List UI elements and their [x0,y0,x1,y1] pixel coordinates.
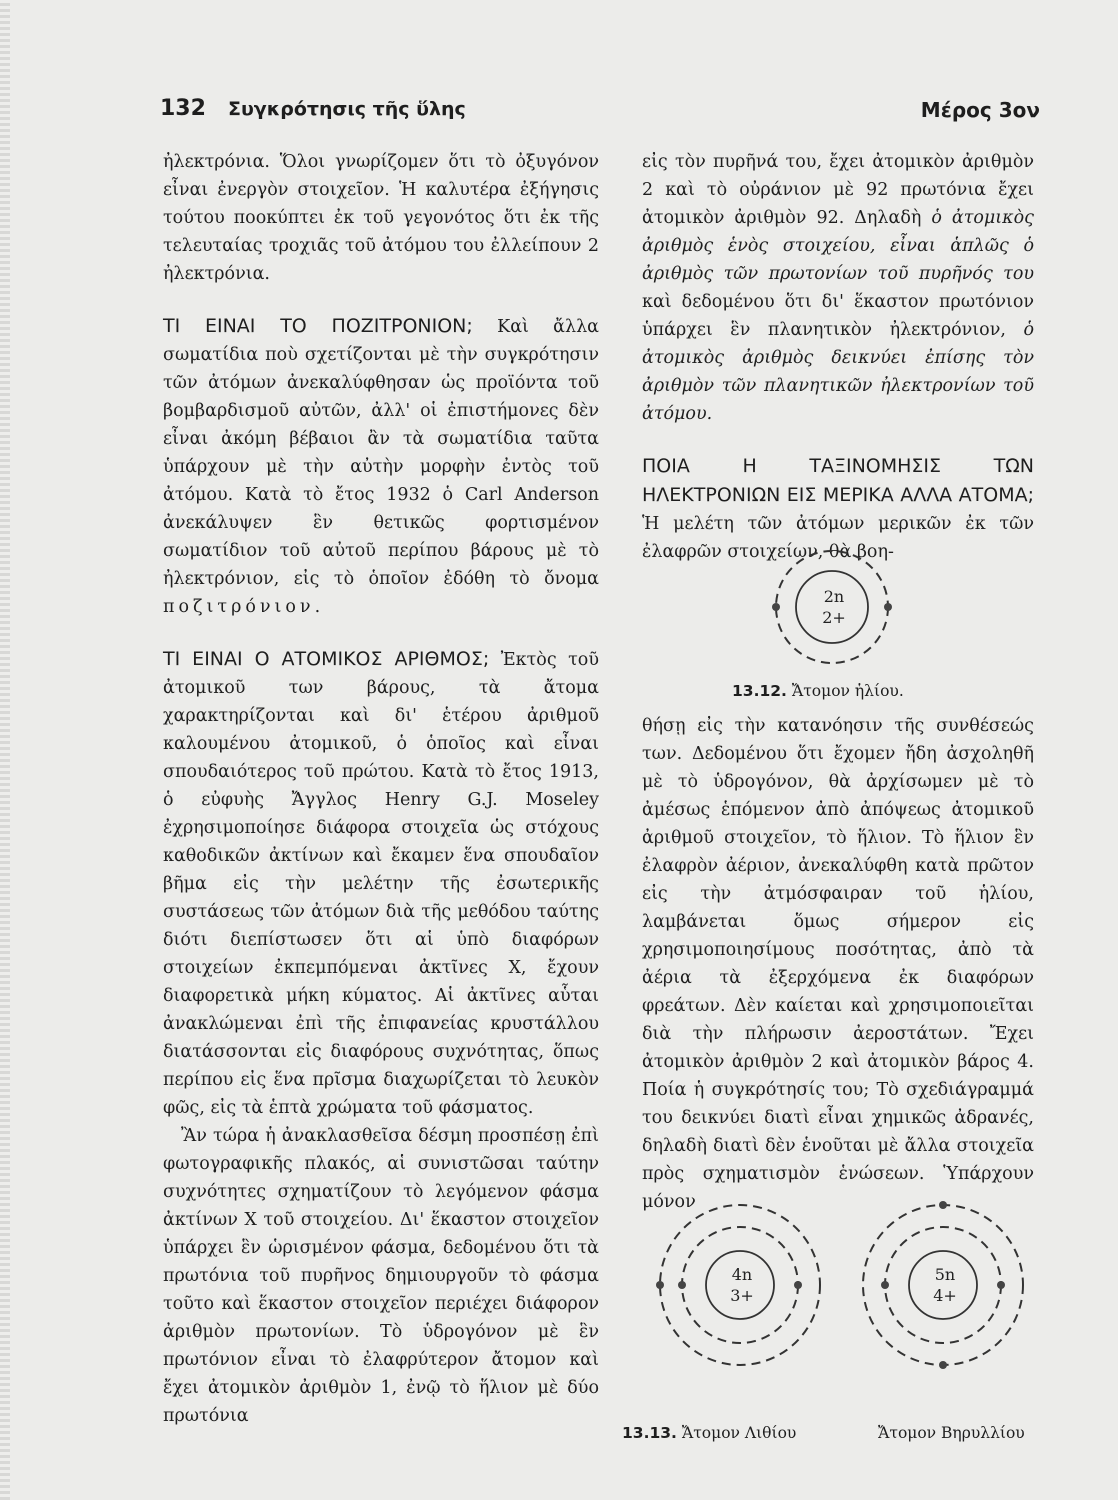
paragraph [163,312,599,621]
emphasis: ὁ ἀτομικὸς ἀριθμὸς δεικνύει ἐπίσης τὸν ἀριθμὸν τῶν πλανητικῶν ἠλεκτρονίων τοῦ ἀτόμου. [642,320,1034,424]
electron [939,1201,947,1209]
nucleus [706,1251,774,1319]
running-header [160,96,1040,132]
scan-edge [0,0,10,1500]
electron [884,603,892,611]
helium-atom-diagram [770,545,900,670]
paragraph: ἠλεκτρόνια. Ὅλοι γνωρίζομεν ὅτι τὸ ὀξυγόνον εἶναι ἐνεργὸν στοιχεῖον. Ἡ καλυτέρα ἐξήγησις τούτου ποοκύπτει ἐκ τοῦ γεγονότος ὅτι ἐκ τῆς τελευταίας τροχιᾶς τοῦ ἀτόμου του ἐλλείπουν 2 ἠλεκτρόνια. [163,152,599,284]
nucleus [796,571,868,643]
page-number: 132 [160,96,206,121]
paragraph: θήσῃ εἰς τὴν κατανόησιν τῆς συνθέσεώς των. Δεδομένου ὅτι ἔχομεν ἤδη ἀσχοληθῆ μὲ τὸ ὑδρογόνον, θὰ ἀρχίσωμεν μὲ τὸ ἀμέσως ἑπόμενον ἀπὸ ἀπόψεως ἀτομικοῦ ἀριθμοῦ στοιχεῖον, τὸ ἥλιον. Τὸ ἥλιον ἓν ἐλαφρὸν ἀέριον, ἀνεκαλύφθη κατὰ πρῶτον εἰς τὴν ἀτμόσφαιραν τοῦ ἡλίου, λαμβάνεται ὅμως σήμερον εἰς χρησιμοποιησίμους ποσότητας, ἀπὸ τὰ ἀέρια τὰ ἐξερχόμενα ἐκ διαφόρων φρεάτων. Δὲν καίεται καὶ χρησιμοποιεῖται διὰ τὴν πλήρωσιν ἀεροστάτων. Ἔχει ἀτομικὸν ἀριθμὸν 2 καὶ ἀτομικὸν βάρος 4. Ποία ἡ συγκρότησίς του; Τὸ σχεδιάγραμμά του δεικνύει διατὶ εἶναι χημικῶς ἀδρανές, δηλαδὴ διατὶ δὲν ἑνοῦται μὲ ἄλλα στοιχεῖα πρὸς σχηματισμὸν ἑνώσεων. Ὑπάρχουν μόνον [642,716,1034,1212]
paragraph-text: Καὶ ἄλλα σωματίδια ποὺ σχετίζονται μὲ τὴν συγκρότησιν τῶν ἀτόμων ἀνεκαλύφθησαν ὡς προϊόντα τοῦ βομβαρδισμοῦ αὐτῶν, ἀλλ' οἱ ἐπιστήμονες δὲν εἶναι ἀκόμη βέβαιοι ἂν τὰ σωματίδια ταῦτα ὑπάρχουν μὲ τὴν αὐτὴν μορφὴν ἐντὸς τοῦ ἀτόμου. Κατὰ τὸ ἔτος 1932 ὁ Carl Anderson ἀνεκάλυψεν ἓν θετικῶς φορτισμένον σωματίδιον τοῦ αὐτοῦ περίπου βάρους μὲ τὸ ἠλεκτρόνιον, εἰς τὸ ὁποῖον ἐδόθη τὸ ὄνομα [163,317,599,589]
term-positron: ποζιτρόνιον. [163,597,325,617]
figure-caption: 13.13. Ἄτομον Λιθίου [622,1424,797,1442]
paragraph: Ἂν τώρα ἡ ἀνακλασθεῖσα δέσμη προσπέσῃ ἐπὶ φωτογραφικῆς πλακός, αἱ συνιστῶσαι ταύτην συχνότητες σχηματίζουν τὸ λεγόμενον φάσμα ἀκτίνων Χ τοῦ στοιχείου. Δι' ἕκαστον στοιχεῖον ὑπάρχει ἓν ὡρισμένον φάσμα, δεδομένου ὅτι τὰ πρωτόνια τοῦ πυρῆνος δημιουργοῦν τὸ φάσμα τοῦτο καὶ ἕκαστον στοιχεῖον περιέχει διάφορον ἀριθμὸν πρωτονίων. Τὸ ὑδρογόνον μὲ ἓν πρωτόνιον εἶναι τὸ ἐλαφρύτερον ἄτομον καὶ ἔχει ἀτομικὸν ἀριθμὸν 1, ἐνῷ τὸ ἥλιον μὲ δύο πρωτόνια [163,1126,599,1426]
electron [678,1281,686,1289]
outer-orbit [776,551,888,663]
left-column [163,148,599,1430]
electron [656,1281,664,1289]
nucleus [909,1251,977,1319]
lithium-atom-diagram [655,1200,825,1370]
proton-label: 4+ [933,1286,957,1305]
paragraph [163,645,599,1122]
neutron-label: 5n [934,1265,956,1284]
proton-label: 2+ [822,608,846,627]
beryllium-atom-diagram [858,1200,1028,1370]
electron [939,1361,947,1369]
figure-caption: Ἄτομον Βηρυλλίου [878,1424,1025,1442]
right-column-top [642,148,1034,566]
paragraph: εἰς τὸν πυρῆνά του, ἔχει ἀτομικὸν ἀριθμὸν 2 καὶ τὸ οὐράνιον μὲ 92 πρωτόνια ἔχει ἀτομικὸν ἀριθμὸν 92. Δηλαδὴ ὁ ἀτομικὸς ἀριθμὸς ἑνὸς στοιχείου, εἶναι ἁπλῶς ὁ ἀριθμὸς τῶν πρωτονίων τοῦ πυρῆνός του καὶ δεδομένου ὅτι δι' ἕκαστον πρωτόνιον ὑπάρχει ἓν πλανητικὸν ἠλεκτρόνιον, ὁ ἀτομικὸς ἀριθμὸς δεικνύει ἐπίσης τὸν ἀριθμὸν τῶν πλανητικῶν ἠλεκτρονίων τοῦ ἀτόμου. [642,152,1034,424]
section-heading: ΤΙ ΕΙΝΑΙ ΤΟ ΠΟΖΙΤΡΟΝΙΟΝ; [163,315,473,337]
proton-label: 3+ [730,1286,754,1305]
paragraph-text: Ἐκτὸς τοῦ ἀτομικοῦ των βάρους, τὰ ἄτομα χαρακτηρίζονται καὶ δι' ἑτέρου ἀριθμοῦ καλουμένου ἀτομικοῦ, ὁ ὁποῖος καὶ εἶναι σπουδαιότερος τοῦ πρώτου. Κατὰ τὸ ἔτος 1913, ὁ εὐφυὴς Ἄγγλος Henry G.J. Moseley ἐχρησιμοποίησε διάφορα στοιχεῖα ὡς στόχους καθοδικῶν ἀκτίνων καὶ ἔκαμεν ἕνα σπουδαῖον βῆμα εἰς τὴν μελέτην τῆς ἐσωτερικῆς συστάσεως τῶν ἀτόμων διὰ τῆς μεθόδου ταύτης διότι διεπίστωσεν ὅτι αἱ ὑπὸ διαφόρων στοιχείων ἐκπεμπόμεναι ἀκτῖνες Χ, ἔχουν διαφορετικὰ μήκη κύματος. Αἱ ἀκτῖνες αὗται ἀνακλώμεναι ἐπὶ τῆς ἐπιφανείας κρυστάλλου διατάσσονται εἰς διαφόρους συχνότητας, ὅπως περίπου εἰς ἕνα πρῖσμα διαχωρίζεται τὸ λευκὸν φῶς, εἰς τὰ ἑπτὰ χρώματα τοῦ φάσματος. [163,650,599,1118]
figure-caption: 13.12. Ἄτομον ἡλίου. [732,682,904,700]
inner-orbit [682,1227,798,1343]
electron [794,1281,802,1289]
part-label: Μέρος 3ον [920,98,1040,122]
right-column-bottom [642,712,1034,1216]
electron [772,603,780,611]
electron [997,1281,1005,1289]
section-heading: ΠΟΙΑ Η ΤΑΞΙΝΟΜΗΣΙΣ ΤΩΝ ΗΛΕΚΤΡΟΝΙΩΝ ΕΙΣ ΜΕΡΙΚΑ ΑΛΛΑ ΑΤΟΜΑ; [642,455,1034,506]
paragraph: ΠΟΙΑ Η ΤΑΞΙΝΟΜΗΣΙΣ ΤΩΝ ΗΛΕΚΤΡΟΝΙΩΝ ΕΙΣ ΜΕΡΙΚΑ ΑΛΛΑ ΑΤΟΜΑ; Ἡ μελέτη τῶν ἀτόμων μερικῶν ἐκ τῶν ἐλαφρῶν στοιχείων, θὰ βοη- [642,455,1034,562]
neutron-label: 2n [823,587,845,606]
inner-orbit [885,1227,1001,1343]
electron [881,1281,889,1289]
chapter-title: Συγκρότησις τῆς ὕλης [228,98,466,120]
neutron-label: 4n [731,1265,753,1284]
section-heading: ΤΙ ΕΙΝΑΙ Ο ΑΤΟΜΙΚΟΣ ΑΡΙΘΜΟΣ; [163,648,490,670]
emphasis: ὁ ἀτομικὸς ἀριθμὸς ἑνὸς στοιχείου, εἶναι ἁπλῶς ὁ ἀριθμὸς τῶν πρωτονίων τοῦ πυρῆνός του [642,208,1034,284]
